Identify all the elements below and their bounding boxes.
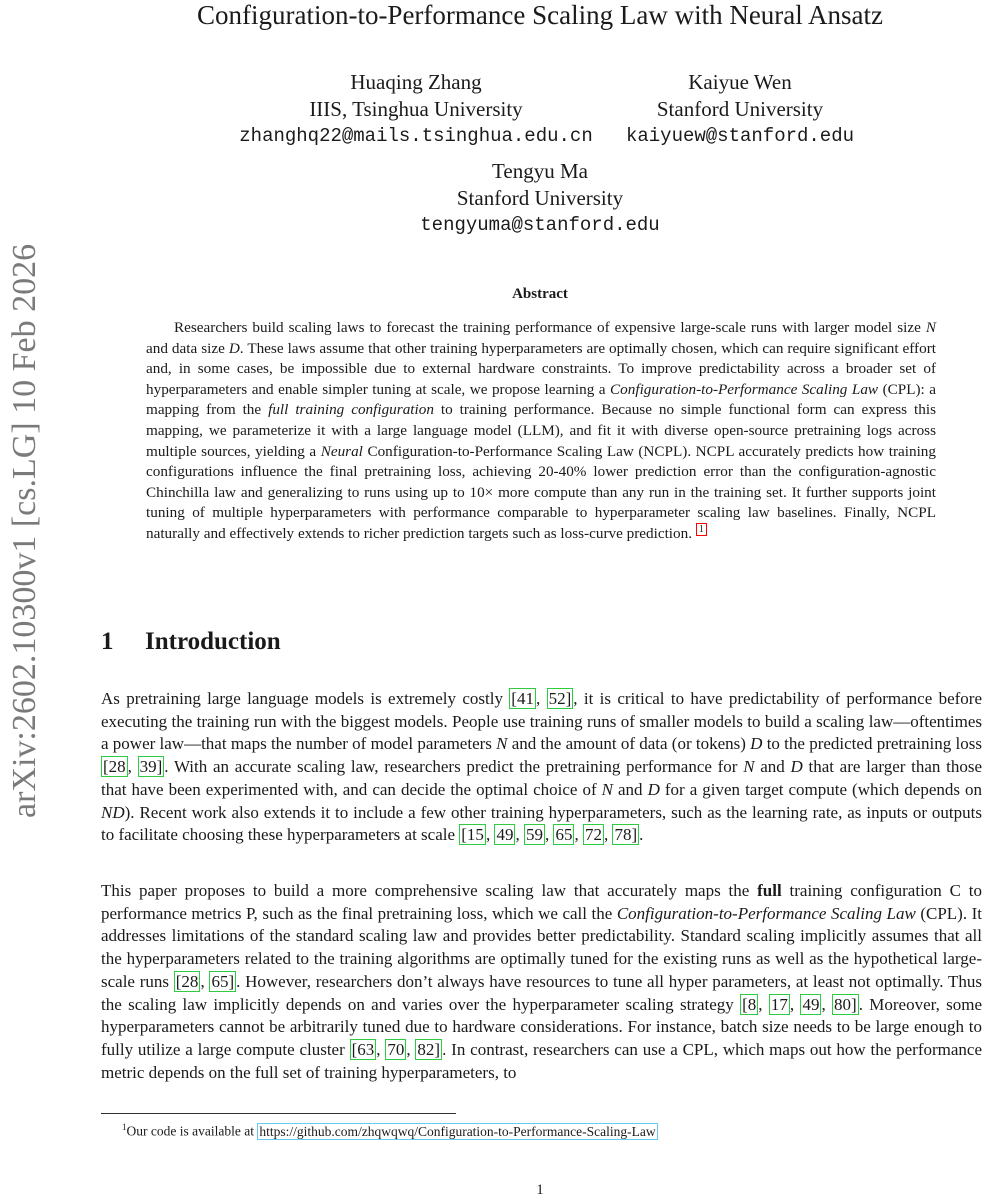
section-title: Introduction <box>145 628 281 655</box>
citation-link[interactable]: 49 <box>802 994 820 1014</box>
intro-paragraph-1: As pretraining large language models is extremely costly [41 , 52] , it is critical to have predictability of performance before executing the training run with the biggest models. People use training runs of smaller models to build a scaling law—oftentimes a power law—that maps the number of model parameters N and the amount of data (or tokens) D to the predicted pretraining loss [28 , 39] . With an accurate scaling law, researchers predict the pretraining performance for N and D that are larger than those that have been experimented with, and can decide the optimal choice of N and D for a given target compute (which depends on ND). Recent work also extends it to include a few other training hyperparameters, such as the learning rate, as inputs or outputs to facilitate choosing these hyperparameters at scale [15 , 49 , 59 , 65 , 72 , 78] . <box>101 689 983 845</box>
citation-link[interactable]: [63 <box>351 1039 375 1059</box>
author-email[interactable]: kaiyuew@stanford.edu <box>625 125 855 147</box>
citation-link[interactable]: [28 <box>103 757 126 777</box>
intro-paragraph-2: This paper proposes to build a more comprehensive scaling law that accurately maps the full training configuration C to performance metrics P, such as the final pretraining loss, which we call the Configuration-to-Performance Scaling Law (CPL). It addresses limitations of the standard scaling law and provides better predictability. Standard scaling implicitly assumes that all the hyperparameters related to the training algorithms are optimally tuned for the existing runs as well as the hypothetical large-scale runs [28 , 65] . However, researchers don’t always have resources to tune all hyper parameters, at least not optimally. Thus the scaling law implicitly depends on and varies over the hyperparameter scaling strategy [8 , 17 , 49 , 80] . Moreover, some hyperparameters cannot be arbitrarily tuned due to hardware considerations. For instance, batch size needs to be large enough to fully utilize a large compute cluster [63 , 70 , 82] . In contrast, researchers can use a CPL, which maps out how the performance metric depends on the full set of training hyperparameters, to <box>101 881 983 1082</box>
citation-link[interactable]: [28 <box>175 971 199 991</box>
author-name: Tengyu Ma <box>492 159 588 183</box>
author-block-2 <box>600 69 880 150</box>
code-repository-link[interactable]: https://github.com/zhqwqwq/Configuration-to-Performance-Scaling-Law <box>259 1123 656 1139</box>
citation-link[interactable]: 72 <box>584 825 602 845</box>
section-number: 1 <box>101 628 114 655</box>
author-name: Kaiyue Wen <box>688 70 792 94</box>
section-heading-introduction <box>101 628 281 656</box>
citation-link[interactable]: 39] <box>139 757 163 777</box>
author-email[interactable]: zhanghq22@mails.tsinghua.edu.cn <box>239 125 593 147</box>
citation-link[interactable]: 59 <box>525 825 543 845</box>
citation-link[interactable]: 52] <box>548 689 572 708</box>
citation-link[interactable]: 70 <box>387 1039 405 1059</box>
abstract-body: Researchers build scaling laws to forecast the training performance of expensive large-scale runs with larger model size N and data size D. These laws assume that other training hyperparameters are optimally chosen, which can require significant effort and, in some cases, be impossible due to external hardware constraints. To improve predictability across a broader set of hyperparameters and enable simpler tuning at scale, we propose learning a Configuration-to-Performance Scaling Law (CPL): a mapping from the full training configuration to training performance. Because no simple functional form can express this mapping, we parameterize it with a large language model (LLM), and fit it with diverse open-source pretraining logs across multiple sources, yielding a Neural Configuration-to-Performance Scaling Law (NCPL). NCPL accurately predicts how training configurations influence the final pretraining loss, achieving 20-40% lower prediction error than the configuration-agnostic Chinchilla law and generalizing to runs using up to 10× more compute than any run in the training set. It further supports joint tuning of multiple hyperparameters with performance comparable to hyperparameter scaling law baselines. Finally, NCPL naturally and effectively extends to richer prediction targets such as loss-curve prediction. $^1$ <box>146 319 936 542</box>
footnote-divider <box>101 1113 456 1114</box>
var-d: D <box>228 339 240 357</box>
author-affiliation: Stanford University <box>456 186 624 210</box>
footnote <box>122 1118 658 1141</box>
var-n: N <box>925 319 936 336</box>
abstract-heading: Abstract <box>512 286 568 302</box>
paper-title: Configuration-to-Performance Scaling Law with Neural Ansatz <box>196 0 884 30</box>
page-number: 1 <box>536 1182 544 1198</box>
author-affiliation: Stanford University <box>656 97 824 121</box>
author-block-3 <box>390 158 690 239</box>
author-email[interactable]: tengyuma@stanford.edu <box>420 214 660 236</box>
citation-link[interactable]: 17 <box>770 994 788 1014</box>
citation-link[interactable]: 80] <box>834 994 857 1014</box>
author-affiliation: IIIS, Tsinghua University <box>309 97 523 121</box>
footnote-text: Our code is available at <box>126 1123 258 1139</box>
footnote-reference-link[interactable]: 1 <box>696 523 707 536</box>
footnote-mark: 1 <box>122 1122 127 1132</box>
citation-link[interactable]: 78] <box>614 825 638 845</box>
citation-link[interactable]: 65] <box>211 971 235 991</box>
citation-link[interactable]: 65 <box>555 825 573 845</box>
author-name: Huaqing Zhang <box>350 70 482 94</box>
author-block-1 <box>236 69 596 150</box>
citation-link[interactable]: 49 <box>496 825 514 845</box>
citation-link[interactable]: [8 <box>742 994 757 1014</box>
citation-link[interactable]: 82] <box>417 1039 441 1059</box>
citation-link[interactable]: [15 <box>461 825 484 845</box>
arxiv-identifier-stamp: arXiv:2602.10300v1 [cs.LG] 10 Feb 2026 <box>6 243 43 818</box>
citation-link[interactable]: [41 <box>511 689 534 708</box>
